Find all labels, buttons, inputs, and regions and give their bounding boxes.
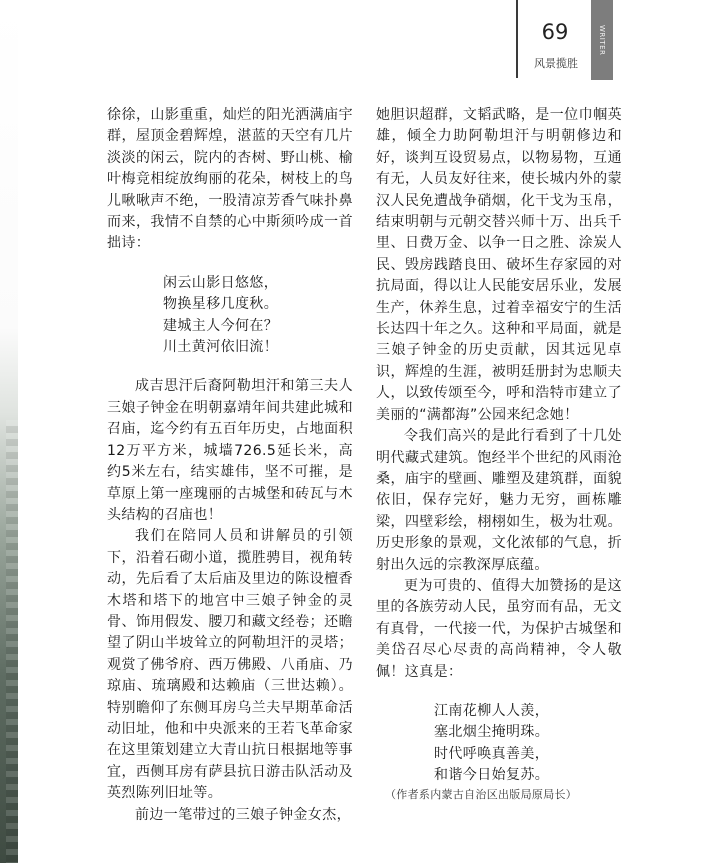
poem-line: 闲云山影日悠悠， bbox=[163, 274, 279, 291]
left-paragraph-2: 成吉思汗后裔阿勒坦汗和第三夫人三娘子钟金在明朝嘉靖年间共建此城和召庙，迄今约有五百年历史，占地面积12万平方米，城墙726.5延长米，高约5米左右，结实雄伟，坚不可摧，是草原上第一座瑰丽的古城堡和砖瓦与木头结构的召庙也！ bbox=[107, 378, 353, 523]
left-paragraph-4: 前边一笔带过的三娘子钟金女杰， bbox=[135, 806, 351, 823]
edge-photo-strip bbox=[0, 0, 18, 863]
right-paragraph-1: 她胆识超群，文韬武略，是一位巾帼英雄，倾全力助阿勒坦汗与明朝修边和好，谈判互设贸易点，以物易物，互通有无，人员友好往来，使长城内外的蒙汉人民免遭战争硝烟，化干戈为玉帛，结束明朝与元朝交替兴师十万、出兵千里、日费万金、以争一日之胜、涂炭人民、毁房践踏良田、破坏生存家园的对抗局面，得以让人民能安居乐业，发展生产，休养生息，过着幸福安宁的生活长达四十年之久。这种和平局面，就是三娘子钟金的历史贡献，因其远见卓识，辉煌的生涯，被明廷册封为忠顺夫人，以致传颂至今，呼和浩特市建立了美丽的“满都海”公园来纪念她！ bbox=[376, 107, 622, 423]
magazine-tab bbox=[591, 0, 613, 80]
left-column bbox=[107, 105, 353, 826]
right-paragraph-3: 更为可贵的、值得大加赞扬的是这里的各族劳动人民，虽穷而有品，无文有真骨，一代接一代，为保护古城堡和美岱召尽心尽责的高尚精神，令人敬佩！这真是： bbox=[376, 577, 622, 680]
left-paragraph-3: 我们在陪同人员和讲解员的引领下，沿着石砌小道，揽胜骋目，视角转动，先后看了太后庙及里边的陈设檀香木塔和塔下的地宫中三娘子钟金的灵骨、饰用假发、腰刀和藏文经卷；还瞻望了阴山半坡耸立的阿勒坦汗的灵塔；观赏了佛爷府、西万佛殿、八甬庙、乃琼庙、琉璃殿和达赖庙（三世达赖）。特别瞻仰了东侧耳房乌兰夫早期革命活动旧址，他和中央派来的王若飞革命家在这里策划建立大青山抗日根据地等事宜，西侧耳房有萨县抗日游击队活动及英烈陈列旧址等。 bbox=[107, 528, 353, 802]
page-number: 69 bbox=[541, 20, 569, 44]
magazine-tab-text: WRITER bbox=[598, 24, 606, 56]
poem-line: 时代呼唤真善美， bbox=[434, 745, 550, 762]
left-paragraph-1: 徐徐，山影重重，灿烂的阳光洒满庙宇群，屋顶金碧辉煌，湛蓝的天空有几片淡淡的闲云，院内的杏树、野山桃、榆叶梅竞相绽放绚丽的花朵，树枝上的鸟儿啾啾声不绝，一股清凉芳香气味扑鼻而来，我情不自禁的心中斯须吟成一首拙诗： bbox=[107, 107, 353, 252]
poem-line: 川土黄河依旧流！ bbox=[163, 339, 279, 356]
right-column bbox=[376, 105, 622, 805]
poem-line: 物换星移几度秋。 bbox=[163, 296, 279, 313]
author-byline: （作者系内蒙古自治区出版局原局长） bbox=[385, 788, 578, 801]
right-poem bbox=[376, 701, 622, 787]
poem-line: 塞北烟尘掩明珠。 bbox=[434, 724, 550, 741]
left-poem bbox=[107, 273, 353, 359]
right-paragraph-2: 令我们高兴的是此行看到了十几处明代藏式建筑。饱经半个世纪的风雨沧桑，庙宇的壁画、雕塑及建筑群，面貌依旧，保存完好，魅力无穷，画栋雕梁，四壁彩绘，栩栩如生，极为壮观。历史形象的景观，文化浓郁的气息，折射出久远的宗教深厚底蕴。 bbox=[376, 428, 622, 573]
poem-line: 建城主人今何在？ bbox=[163, 317, 279, 334]
poem-line: 江南花柳人人羡， bbox=[434, 702, 550, 719]
poem-line: 和谐今日始复苏。 bbox=[434, 767, 550, 784]
section-title: 风景揽胜 bbox=[534, 57, 578, 70]
header-divider bbox=[516, 0, 518, 78]
